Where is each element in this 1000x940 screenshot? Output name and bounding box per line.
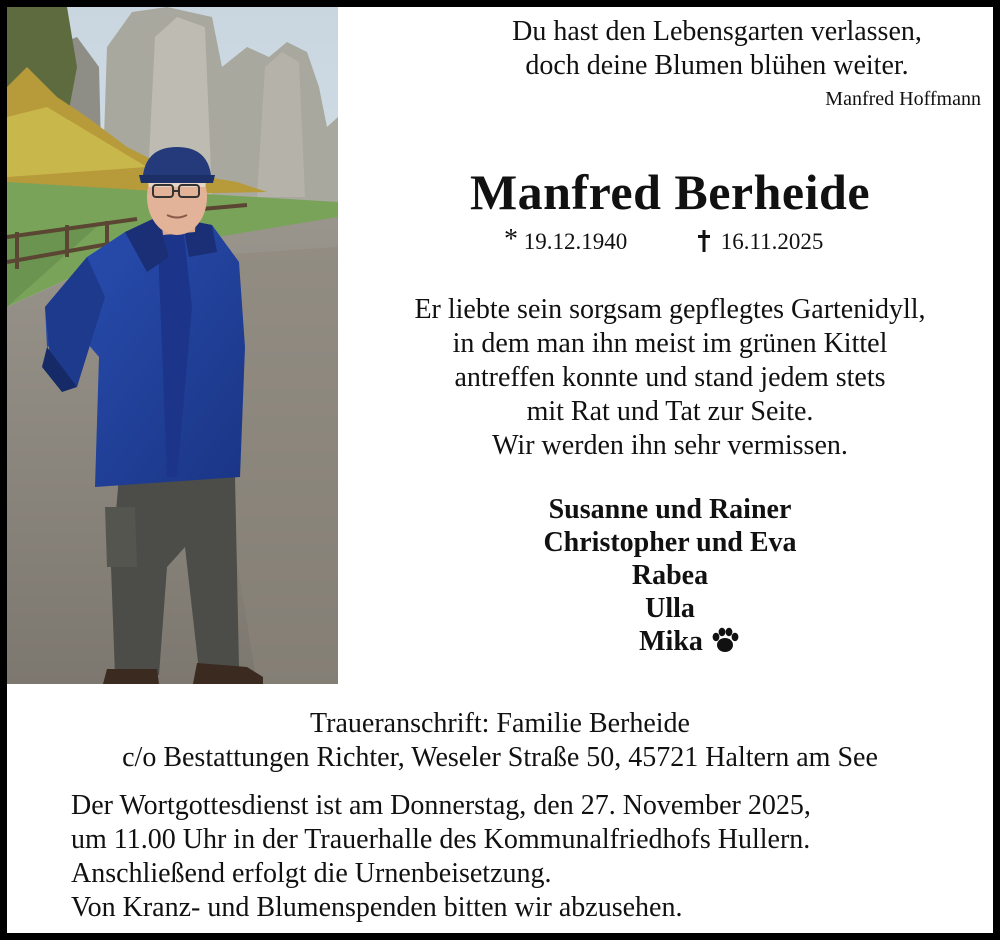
address-line: Traueranschrift: Familie Berheide	[310, 708, 690, 739]
birth-star-icon: *	[504, 224, 518, 255]
cross-icon	[697, 230, 711, 252]
mourner-name: Christopher und Eva	[543, 527, 797, 558]
funeral-service-info	[71, 789, 981, 925]
portrait-photo	[7, 7, 338, 684]
mourner-pet	[344, 625, 996, 658]
deceased-name: Manfred Berheide	[469, 164, 871, 220]
motto-quote	[477, 15, 957, 83]
death-date: 16.11.2025	[720, 229, 824, 254]
birth-date-line	[504, 224, 628, 257]
motto-line: doch deine Blumen blühen weiter.	[525, 50, 909, 81]
paw-icon	[709, 626, 741, 654]
verse-line: antreffen konnte und stand jedem stets	[454, 362, 886, 393]
service-line: um 11.00 Uhr in der Trauerhalle des Kommunalfriedhofs Hullern.	[71, 824, 811, 855]
mourner-name: Ulla	[645, 593, 695, 624]
address-line: c/o Bestattungen Richter, Weseler Straße 50, 45721 Haltern am See	[122, 742, 878, 773]
service-line: Der Wortgottesdienst ist am Donnerstag, den 27. November 2025,	[71, 790, 811, 821]
verse-line: Er liebte sein sorgsam gepflegtes Gartenidyll,	[414, 294, 926, 325]
service-line: Anschließend erfolgt die Urnenbeisetzung.	[71, 858, 552, 889]
verse-line: in dem man ihn meist im grünen Kittel	[452, 328, 888, 359]
verse-line: mit Rat und Tat zur Seite.	[526, 396, 814, 427]
service-line: Von Kranz- und Blumenspenden bitten wir abzusehen.	[71, 892, 683, 923]
verse-line: Wir werden ihn sehr vermissen.	[492, 430, 848, 461]
mourner-name: Rabea	[631, 560, 709, 591]
mourner-name: Susanne und Rainer	[548, 494, 792, 525]
mourners-list	[344, 493, 996, 658]
portrait-illustration	[7, 7, 338, 684]
mourner-name: Mika	[639, 626, 703, 657]
death-date-line	[697, 227, 823, 257]
motto-line: Du hast den Lebensgarten verlassen,	[512, 16, 922, 47]
birth-date: 19.12.1940	[523, 229, 628, 254]
motto-author: Manfred Hoffmann	[825, 88, 981, 110]
memorial-verse	[344, 293, 996, 463]
mourning-address	[7, 707, 993, 775]
